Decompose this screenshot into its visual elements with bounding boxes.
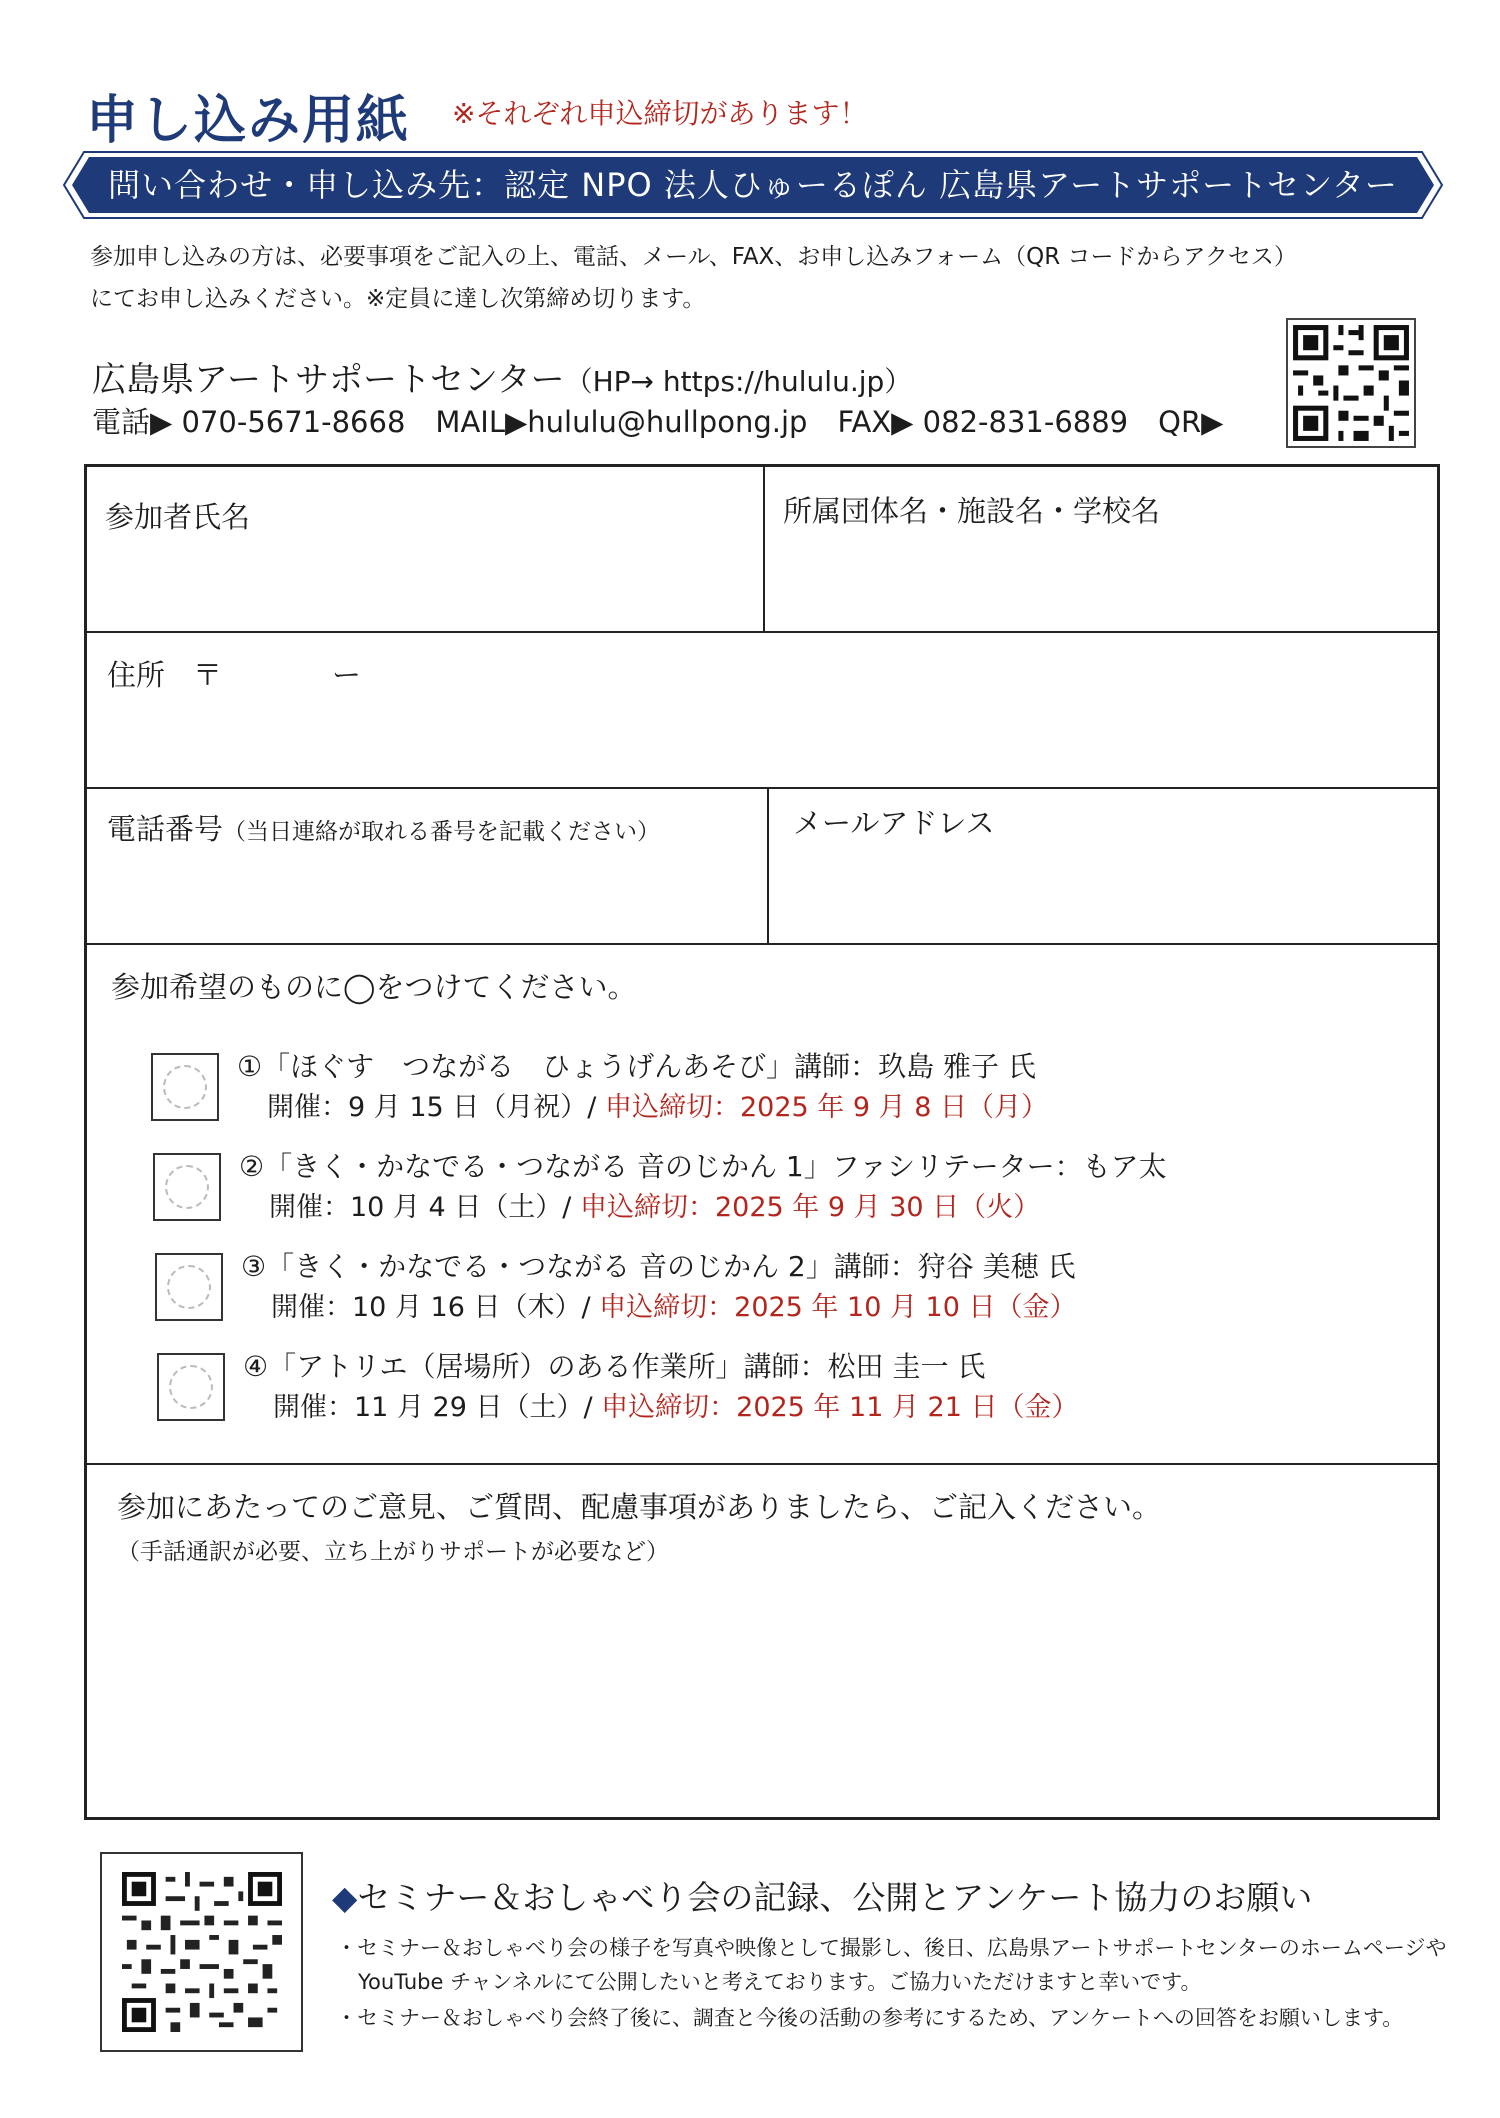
choose-instruction: 参加希望のものに◯をつけてください。 xyxy=(111,970,637,1004)
qr-code-image xyxy=(1288,320,1414,446)
phone-label: 電話番号 xyxy=(107,812,224,846)
row-divider xyxy=(87,787,1437,789)
row-divider xyxy=(87,631,1437,633)
center-name: 広島県アートサポートセンター xyxy=(92,360,565,400)
notice-line-1: ・セミナー＆おしゃべり会の様子を写真や映像として撮影し、後日、広島県アートサポートセンターのホームページや xyxy=(336,1936,1447,1960)
phone-note: （当日連絡が取れる番号を記載ください） xyxy=(223,819,661,845)
event-4-checkbox[interactable] xyxy=(157,1353,225,1421)
qr-pointer: QR▶ xyxy=(1158,405,1224,439)
column-divider xyxy=(763,467,765,631)
event-1-title: ①「ほぐす つながる ひょうげんあそび」講師：玖島 雅子 氏 xyxy=(237,1050,1036,1083)
row-divider xyxy=(87,1463,1437,1465)
postal-mark: 〒 xyxy=(193,658,223,692)
event-1-checkbox[interactable] xyxy=(151,1053,219,1121)
comments-writing-area[interactable] xyxy=(117,1577,1407,1797)
notice-line-3: ・セミナー＆おしゃべり会終了後に、調査と今後の活動の参考にするため、アンケートへの回答をお願いします。 xyxy=(336,2006,1404,2030)
fax-contact: FAX▶ 082-831-6889 xyxy=(837,405,1129,439)
mail-contact[interactable]: MAIL▶hululu@hullpong.jp xyxy=(435,405,808,439)
survey-qr-code[interactable] xyxy=(100,1852,303,2052)
address-label-row xyxy=(107,653,361,694)
event-3-schedule xyxy=(271,1285,1076,1324)
phone-contact: 電話▶ 070-5671-8668 xyxy=(92,405,406,439)
circle-guide xyxy=(163,1065,207,1109)
diamond-icon: ◆ xyxy=(332,1878,358,1917)
organization-label: 所属団体名・施設名・学校名 xyxy=(783,494,1161,528)
event-2-title: ②「きく・かなでる・つながる 音のじかん 1」ファシリテーター：もア太 xyxy=(239,1150,1167,1183)
event-3-deadline: 申込締切：2025 年 10 月 10 日（金） xyxy=(599,1292,1077,1323)
comments-label: 参加にあたってのご意見、ご質問、配慮事項がありましたら、ご記入ください。 xyxy=(117,1490,1162,1524)
recording-notice-section xyxy=(100,1852,1450,2052)
address-label: 住所 xyxy=(107,658,166,692)
contact-banner xyxy=(62,150,1444,220)
page-title: 申し込み用紙 xyxy=(86,91,411,151)
postal-dash: ー xyxy=(332,658,362,692)
notice-line-2: YouTube チャンネルにて公開したいと考えております。ご協力いただけますと幸いです。 xyxy=(358,1970,1202,1994)
event-2-checkbox[interactable] xyxy=(153,1153,221,1221)
circle-guide xyxy=(169,1365,213,1409)
event-3-date: 開催：10 月 16 日（木）/ xyxy=(271,1292,600,1323)
event-3-title: ③「きく・かなでる・つながる 音のじかん 2」講師：狩谷 美穂 氏 xyxy=(241,1250,1076,1283)
event-1-schedule xyxy=(267,1085,1048,1124)
notice-heading xyxy=(332,1872,1312,1919)
event-3-checkbox[interactable] xyxy=(155,1253,223,1321)
homepage-link[interactable]: （HP→ https://hululu.jp） xyxy=(564,365,913,398)
event-2-schedule xyxy=(269,1185,1040,1224)
event-4-schedule xyxy=(273,1385,1078,1424)
intro-line-2: にてお申し込みください。※定員に達し次第締め切ります。 xyxy=(90,286,706,312)
row-divider xyxy=(87,943,1437,945)
application-form-qr-code[interactable] xyxy=(1286,318,1416,448)
qr-code-image xyxy=(122,1872,282,2032)
participant-name-label: 参加者氏名 xyxy=(105,500,251,534)
application-form-table xyxy=(84,464,1440,1820)
deadline-note: ※それぞれ申込締切があります！ xyxy=(452,97,868,130)
contact-line xyxy=(92,400,1253,441)
email-label: メールアドレス xyxy=(793,806,995,840)
event-1-date: 開催：9 月 15 日（月祝）/ xyxy=(267,1092,605,1123)
event-2-date: 開催：10 月 4 日（土）/ xyxy=(269,1192,580,1223)
circle-guide xyxy=(165,1165,209,1209)
banner-text: 問い合わせ・申し込み先：認定 NPO 法人ひゅーるぽん 広島県アートサポートセンター xyxy=(108,166,1398,204)
notice-heading-text: セミナー＆おしゃべり会の記録、公開とアンケート協力のお願い xyxy=(357,1878,1313,1917)
comments-note: （手話通訳が必要、立ち上がりサポートが必要など） xyxy=(117,1539,669,1565)
column-divider xyxy=(767,787,769,943)
event-4-date: 開催：11 月 29 日（土）/ xyxy=(273,1392,602,1423)
circle-guide xyxy=(167,1265,211,1309)
phone-label-row xyxy=(107,807,660,848)
event-2-deadline: 申込締切：2025 年 9 月 30 日（火） xyxy=(579,1192,1041,1223)
center-name-line xyxy=(92,352,912,401)
event-4-deadline: 申込締切：2025 年 11 月 21 日（金） xyxy=(601,1392,1079,1423)
event-1-deadline: 申込締切：2025 年 9 月 8 日（月） xyxy=(604,1092,1048,1123)
event-4-title: ④「アトリエ（居場所）のある作業所」講師：松田 圭一 氏 xyxy=(243,1350,986,1383)
intro-line-1: 参加申し込みの方は、必要事項をご記入の上、電話、メール、FAX、お申し込みフォーム（QR コードからアクセス） xyxy=(90,244,1297,270)
